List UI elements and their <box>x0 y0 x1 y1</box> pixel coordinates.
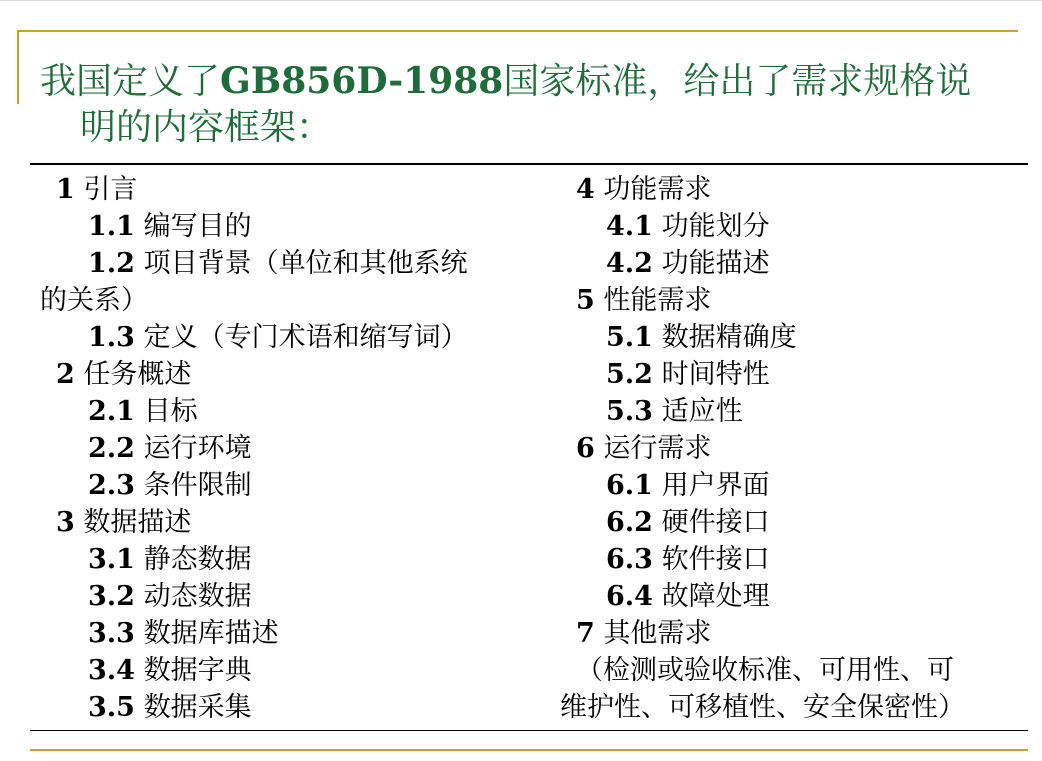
slide-title <box>40 58 1020 151</box>
outline-item-6-2: 6.2 硬件接口 <box>606 507 770 538</box>
outline-item-4-1: 4.1 功能划分 <box>606 211 770 242</box>
table-top-rule <box>30 163 1028 165</box>
outline-item-6-1: 6.1 用户界面 <box>606 470 770 501</box>
table-bottom-rule <box>30 730 1028 731</box>
title-line1-pre: 我国定义了 <box>40 61 221 102</box>
outline-item-6-3: 6.3 软件接口 <box>606 544 770 575</box>
outline-item-1-2: 1.2 项目背景（单位和其他系统 <box>88 248 468 279</box>
title-line1-post: 国家标准，给出了需求规格说 <box>503 61 972 102</box>
outline-item-3-5: 3.5 数据采集 <box>88 692 252 723</box>
outline-item-5-2: 5.2 时间特性 <box>606 359 770 390</box>
outline-item-3-3: 3.3 数据库描述 <box>88 618 279 649</box>
outline-item-4: 4 功能需求 <box>576 174 712 205</box>
outline-item-5-1: 5.1 数据精确度 <box>606 322 797 353</box>
top-border-line <box>0 0 1042 1</box>
title-frame-top-line <box>18 30 1018 32</box>
outline-item-1-2-wrap: 的关系） <box>40 285 148 316</box>
outline-item-6: 6 运行需求 <box>576 433 712 464</box>
outline-item-2-1: 2.1 目标 <box>88 396 198 427</box>
outline-item-3: 3 数据描述 <box>56 507 192 538</box>
title-line1-standard: GB856D-1988 <box>220 60 504 102</box>
outline-item-2-2: 2.2 运行环境 <box>88 433 252 464</box>
title-frame-left-line <box>17 30 19 104</box>
outline-item-7-detail-line2: 维护性、可移植性、安全保密性） <box>560 692 965 723</box>
left-outline-column <box>40 171 540 726</box>
right-outline-column <box>560 171 1030 726</box>
outline-item-7: 7 其他需求 <box>576 618 712 649</box>
outline-item-7-detail-line1: （检测或验收标准、可用性、可 <box>576 655 954 686</box>
footer-accent-line <box>30 749 1028 751</box>
outline-item-1-1: 1.1 编写目的 <box>88 211 252 242</box>
outline-item-3-1: 3.1 静态数据 <box>88 544 252 575</box>
outline-item-1-3: 1.3 定义（专门术语和缩写词） <box>88 322 468 353</box>
outline-item-1: 1 引言 <box>56 174 138 205</box>
title-line2: 明的内容框架： <box>80 107 333 148</box>
outline-item-2: 2 任务概述 <box>56 359 192 390</box>
outline-item-3-2: 3.2 动态数据 <box>88 581 252 612</box>
outline-item-6-4: 6.4 故障处理 <box>606 581 770 612</box>
outline-item-5-3: 5.3 适应性 <box>606 396 743 427</box>
outline-item-5: 5 性能需求 <box>576 285 712 316</box>
outline-item-2-3: 2.3 条件限制 <box>88 470 252 501</box>
outline-item-3-4: 3.4 数据字典 <box>88 655 252 686</box>
outline-item-4-2: 4.2 功能描述 <box>606 248 770 279</box>
